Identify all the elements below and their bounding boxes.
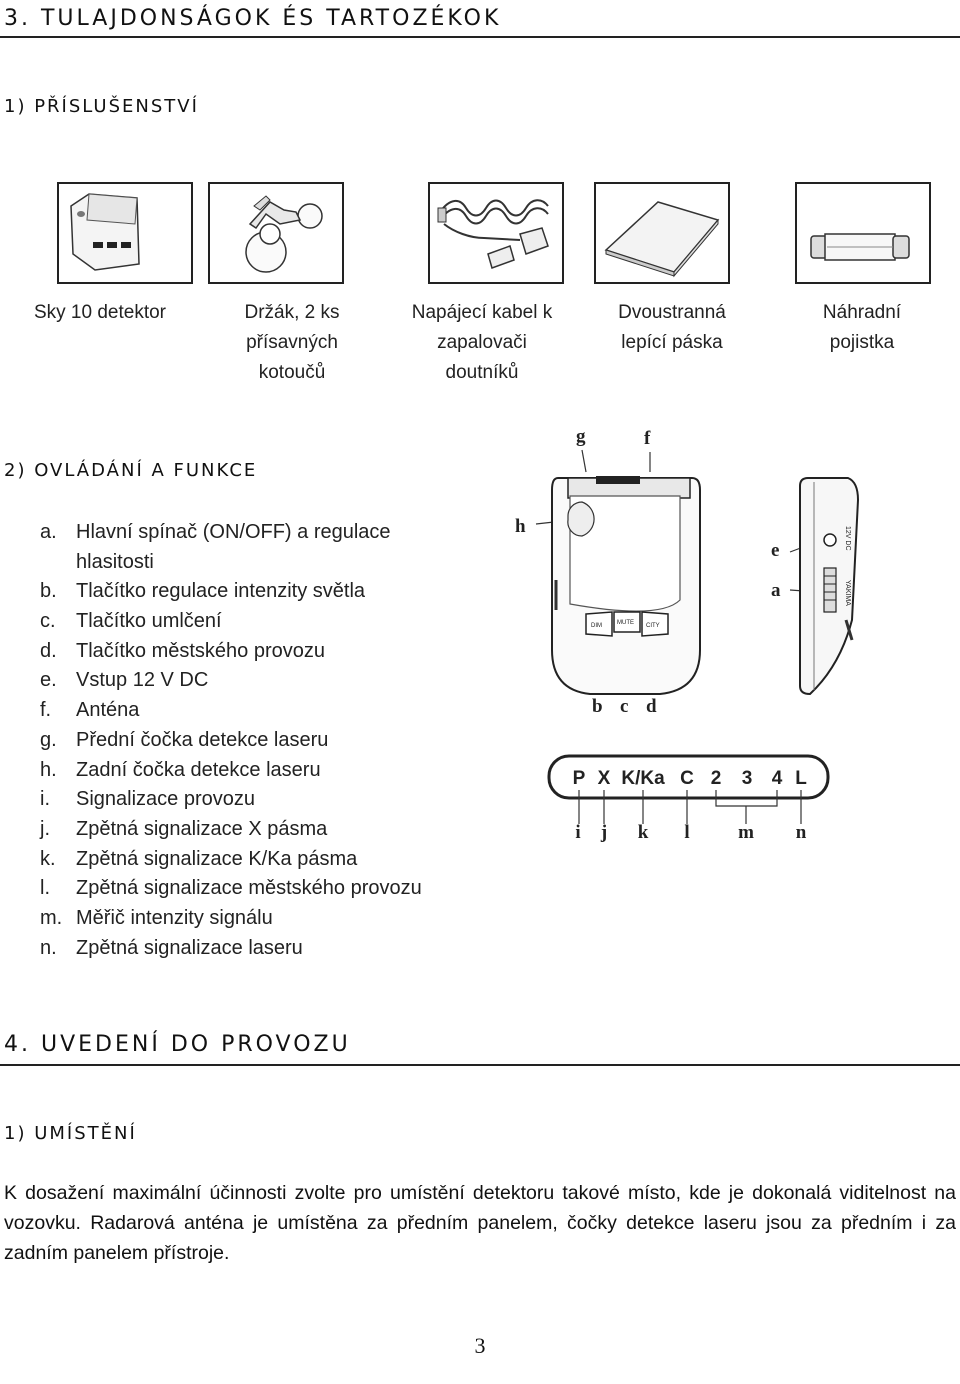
fuse-image [795,182,931,284]
display-2: 2 [710,768,722,789]
item-text: Tlačítko regulace intenzity světla [76,580,366,603]
label-c: c [620,696,629,717]
item-text: Zpětná signalizace X pásma [76,817,328,840]
item-letter: i. [40,788,50,811]
list-item [40,874,422,904]
page-number: 3 [474,1333,486,1358]
item-text: Zpětná signalizace městského provozu [76,877,422,900]
item-text: Přední čočka detekce laseru [76,728,329,751]
item-text: Vstup 12 V DC [76,669,209,692]
item-letter: l. [40,877,50,900]
section-title: 3. TULAJDONSÁGOK ÉS TARTOZÉKOK [4,6,502,31]
item-letter: k. [40,847,56,870]
item-letter: j. [40,817,50,840]
dc-input-label: 12V DC [844,526,851,551]
label-d: d [646,696,657,717]
tape-image [594,182,730,284]
item-letter: g. [40,728,57,751]
controls-heading: 2) OVLÁDÁNÍ A FUNKCE [4,460,258,481]
label-b: b [592,696,603,717]
accessory-caption: Náhradní pojistka [822,302,902,353]
item-text: Tlačítko umlčení [76,610,222,633]
brand-label: YAKIMA [844,580,851,606]
label-h: h [515,516,526,537]
display-4: 4 [771,768,783,789]
callout-n: n [795,822,807,843]
device-diagram [500,420,960,860]
accessory-caption: Dvoustranná lepící páska [618,302,726,353]
list-item [40,726,422,756]
display-l: L [795,768,807,789]
label-g: g [576,426,586,447]
item-letter: f. [40,699,52,722]
item-text: Zpětná signalizace laseru [76,936,303,959]
item-text: Anténa [76,699,140,722]
item-letter: n. [40,936,57,959]
list-item [40,904,422,934]
list-item [40,696,422,726]
item-text: Zadní čočka detekce laseru [76,758,321,781]
accessory-caption: Sky 10 detektor [33,302,167,323]
list-item [40,756,422,786]
accessory-caption: Držák, 2 ks přísavných kotoučů [244,302,340,383]
controls-list [40,518,422,963]
display-p: P [572,768,586,789]
callout-i: i [575,822,581,843]
list-item [40,577,422,607]
detector-image [57,182,193,284]
callout-j: j [600,822,608,843]
item-letter: m. [40,906,63,929]
callout-k: k [637,822,649,843]
item-text: Hlavní spínač (ON/OFF) a regulace [76,521,391,543]
item-text: hlasitosti [76,550,154,573]
item-letter: e. [40,669,57,692]
list-item [40,637,422,667]
section-rule [0,36,960,38]
section-rule [0,1064,960,1066]
label-e: e [771,540,780,561]
item-text: Zpětná signalizace K/Ka pásma [76,847,358,870]
item-letter: a. [40,521,57,543]
placement-heading: 1) UMÍSTĚNÍ [4,1123,137,1144]
cable-image [428,182,564,284]
item-text: Signalizace provozu [76,788,255,811]
list-item [40,548,422,578]
label-a: a [771,580,781,601]
accessory-caption: Napájecí kabel k zapalovači doutníků [411,302,553,383]
mute-button-label: MUTE [617,620,634,626]
list-item [40,815,422,845]
list-item [40,845,422,875]
item-text: Tlačítko městského provozu [76,639,325,662]
city-button-label: CITY [646,623,660,629]
item-letter: b. [40,580,57,603]
item-text: Měřič intenzity signálu [76,906,273,929]
placement-paragraph: K dosažení maximální účinnosti zvolte pro umístění detektoru takové místo, kde je dokonalá viditelnost na vozovku. Radarová anténa je umístěna za předním panelem, čočky detekce laseru jsou za předním i za zadním panelem přístroje. [4,1182,956,1264]
item-letter: d. [40,639,57,662]
callout-m: m [738,822,754,843]
accessories-heading: 1) PŘÍSLUŠENSTVÍ [4,96,199,117]
list-item [40,518,422,548]
list-item [40,666,422,696]
list-item [40,934,422,964]
list-item [40,607,422,637]
display-x: X [597,768,611,789]
display-3: 3 [741,768,753,789]
display-c: C [680,768,694,789]
display-kka: K/Ka [621,768,665,789]
dim-button-label: DIM [591,623,602,629]
callout-l: l [684,822,690,843]
section-title: 4. UVEDENÍ DO PROVOZU [4,1032,351,1057]
label-f: f [644,428,651,449]
item-letter: c. [40,610,56,633]
holder-image [208,182,344,284]
list-item [40,785,422,815]
item-letter: h. [40,758,57,781]
